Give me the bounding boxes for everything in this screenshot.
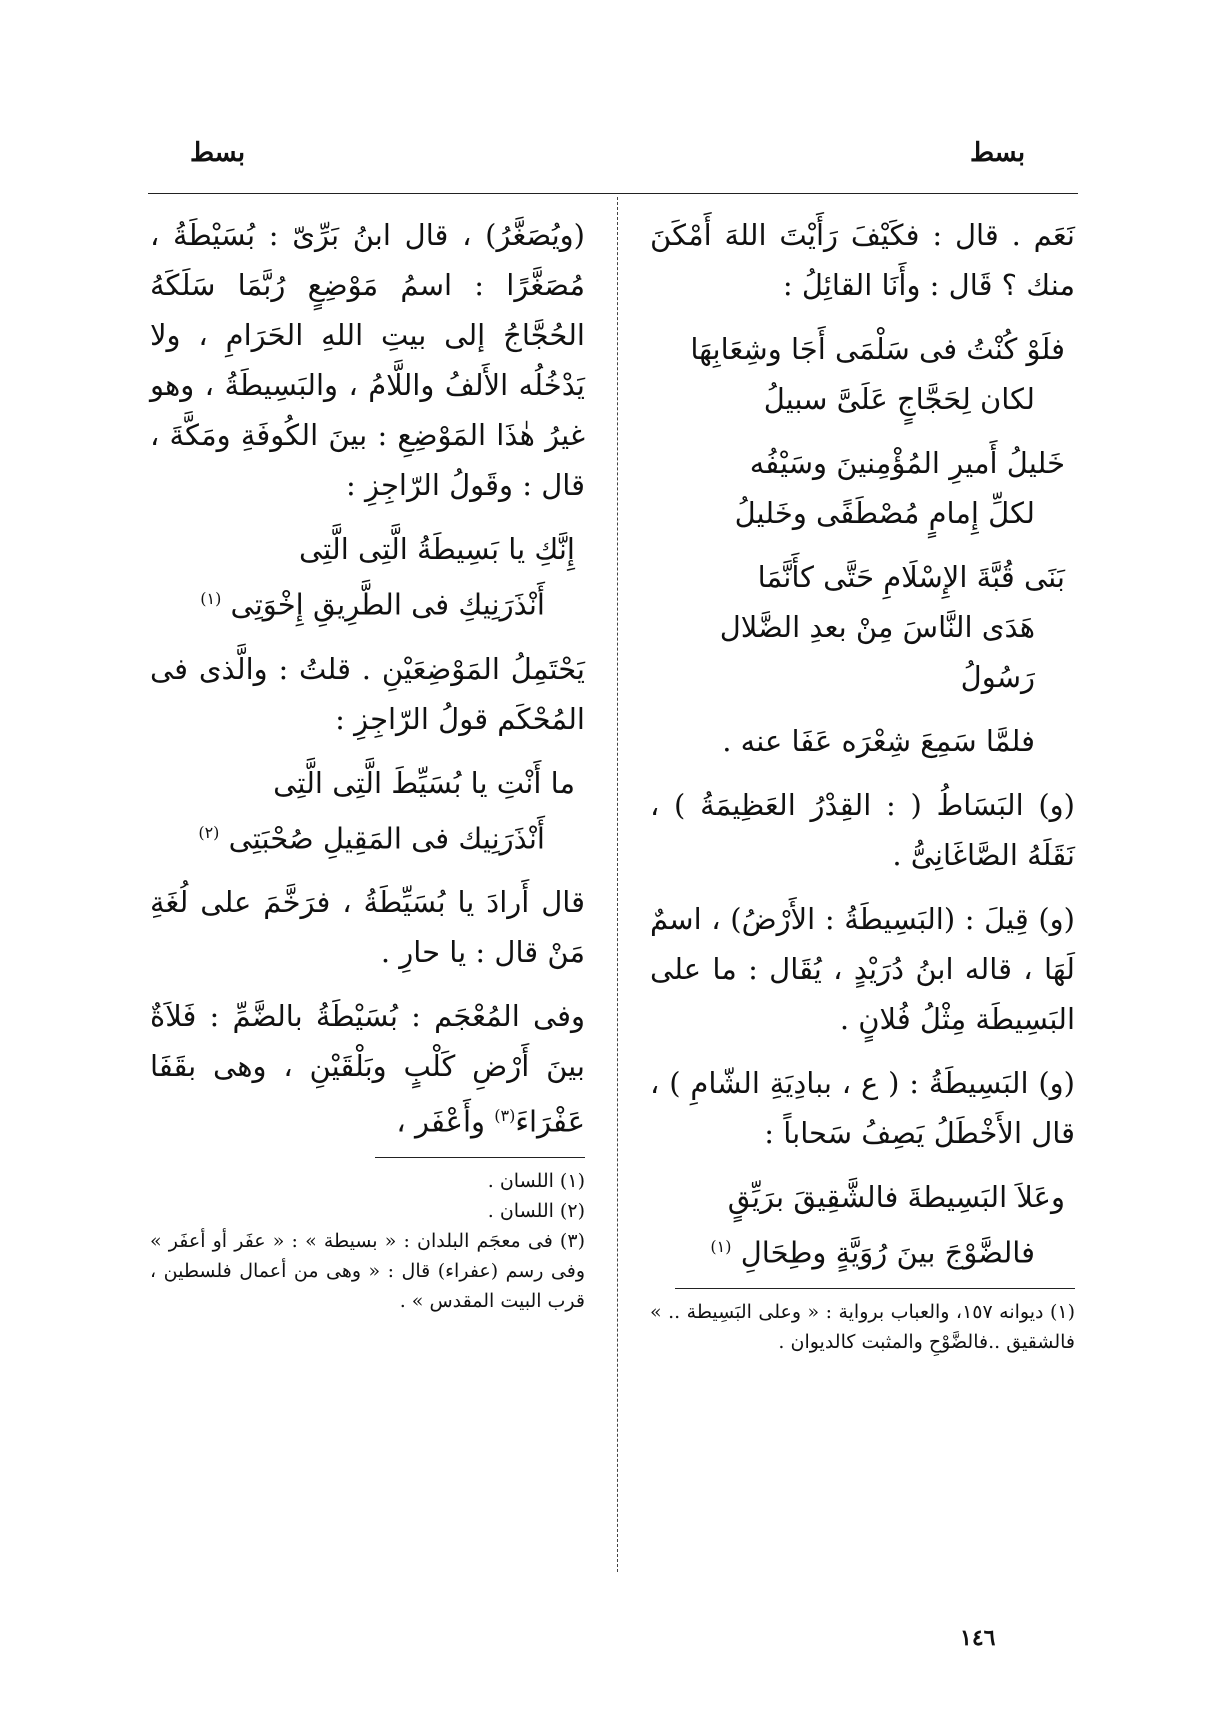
paragraph: (و) البَسِيطَةُ : ( ع ، ببادِيَةِ الشّامِ ) ، قال الأَخْطَلُ يَصِفُ سَحاباً : — [650, 1066, 1075, 1150]
right-column — [650, 210, 1075, 1357]
column-divider — [617, 197, 618, 1572]
paragraph: فلمَّا سَمِعَ شِعْرَه عَفَا عنه . — [722, 724, 1035, 758]
paragraph: قال أَرادَ يا بُسَيِّطَةُ ، فرَخَّمَ على لُغَةِ مَنْ قال : يا حارِ . — [150, 885, 585, 970]
verse-hemistich — [150, 574, 585, 630]
verse — [650, 1172, 1075, 1278]
footnote: (١) ديوانه ١٥٧، والعباب برواية : « وعلى البَسِيطة .. » فالشقيق ..فالضَّوْحِ والمثبت كالديوان . — [650, 1300, 1076, 1353]
running-head-right: بسط — [970, 138, 1026, 168]
verse — [650, 324, 1075, 424]
verse — [150, 524, 585, 630]
hemistich-text: أَنْذَرَنِيك فى المَقِيلِ صُحْبَتِى — [228, 821, 545, 856]
paragraph: (و) البَسَاطُ ( : القِدْرُ العَظِيمَةُ ) ، نَقَلَهُ الصَّاغَانِىُّ . — [650, 788, 1075, 872]
verse-hemistich: بَنَى قُبَّةَ الإِسْلَامِ حَتَّى كأَنَّمَا — [757, 560, 1065, 594]
verse-hemistich — [150, 808, 585, 864]
verse-hemistich — [650, 1222, 1075, 1278]
verse-hemistich: خَليلُ أَميرِ المُؤْمِنينَ وسَيْفُه — [749, 446, 1065, 480]
hemistich-text: أَنْذَرَنِيكِ فى الطَّرِيقِ إِخْوَتِى — [230, 587, 545, 622]
verse — [650, 552, 1075, 702]
footnote: (٣) فى معجَم البلدان : « بسيطة » : « عفَر أو أعفَر » وفى رسم (عفراء) قال : « وهى من أعمال فلسطين ، قرب البيت المقدس » . — [150, 1229, 585, 1312]
verse — [650, 438, 1075, 538]
verse-hemistich: لكلِّ إِمامٍ مُصْطَفًى وخَليلُ — [734, 496, 1035, 530]
footnote-rule — [675, 1288, 1075, 1289]
footnote: (١) اللسان . — [487, 1169, 585, 1192]
running-head-left: بسط — [190, 138, 246, 168]
paragraph-tail: وأَعْفَر ، — [396, 1104, 495, 1139]
paragraph: (ويُصَغَّرُ) ، قال ابنُ بَرِّىّ : بُسَيْطَةُ ، مُصَغَّرًا : اسمُ مَوْضِعٍ رُبَّمَا سَلَكَهُ الحُجَّاجُ إلى بيتِ اللهِ الحَرَامِ ، ولا يَدْخُلُه الأَلفُ واللَّامُ ، والبَسِيطَةُ ، وهو غيرُ هٰذَا المَوْضِعِ : بينَ الكُوفَةِ ومَكَّةَ ، قال : وقَولُ الرّاجِزِ : — [150, 218, 585, 502]
left-column — [150, 210, 585, 1316]
verse-hemistich: ما أَنْتِ يا بُسَيِّطَ الَّتِى الَّتِى — [273, 765, 575, 800]
verse-hemistich: إِنَّكِ يا بَسِيطَةُ الَّتِى الَّتِى — [298, 532, 575, 566]
footnote-marker: (١) — [710, 1237, 732, 1256]
paragraph: يَحْتَمِلُ المَوْضِعَيْنِ . قلتُ : والَّذى فى المُحْكَم قولُ الرّاجِزِ : — [150, 651, 585, 736]
paragraph — [150, 991, 585, 1147]
verse-hemistich: وعَلاَ البَسِيطةَ فالشَّقِيقَ برَيِّقٍ — [727, 1180, 1065, 1214]
paragraph-text: وفى المُعْجَم : بُسَيْطَةُ بالضَّمِّ : فَلاَةٌ بينَ أَرْضِ كَلْبٍ وبَلْقَيْنِ ، وهى بقَفَا عَفْرَاءَ — [150, 999, 585, 1139]
paragraph: (و) قِيلَ : (البَسِيطَةُ : الأَرْضُ) ، اسمٌ لَهَا ، قاله ابنُ دُرَيْدٍ ، يُقَال : ما على البَسِيطَة مِثْلُ فُلانٍ . — [650, 902, 1075, 1036]
footnotes — [150, 1166, 585, 1316]
footnote-marker: (١) — [200, 589, 222, 608]
page-number: ١٤٦ — [960, 1625, 996, 1651]
verse-hemistich: لكان لِحَجَّاجٍ عَلَىَّ سبيلُ — [763, 382, 1035, 416]
footnote-marker: (٣) — [494, 1106, 516, 1126]
hemistich-text: فالضَّوْجَ بينَ رُوَيَّةٍ وطِحَالِ — [740, 1235, 1035, 1270]
paragraph: نَعَم . قال : فكَيْفَ رَأَيْتَ اللهَ أَمْكَنَ منك ؟ قَال : وأَنَا القائِلُ : — [650, 218, 1075, 302]
footnote: (٢) اللسان . — [487, 1199, 585, 1222]
verse-hemistich: هَدَى النَّاسَ مِنْ بعدِ الضَّلال رَسُولُ — [719, 610, 1035, 694]
footnotes — [650, 1297, 1075, 1357]
footnote-marker: (٢) — [198, 822, 220, 842]
verse-hemistich: فلَوْ كُنْتُ فى سَلْمَى أَجَا وشِعَابِهَا — [690, 332, 1065, 366]
verse — [150, 758, 585, 864]
footnote-rule — [375, 1157, 585, 1158]
header-rule — [148, 193, 1078, 194]
